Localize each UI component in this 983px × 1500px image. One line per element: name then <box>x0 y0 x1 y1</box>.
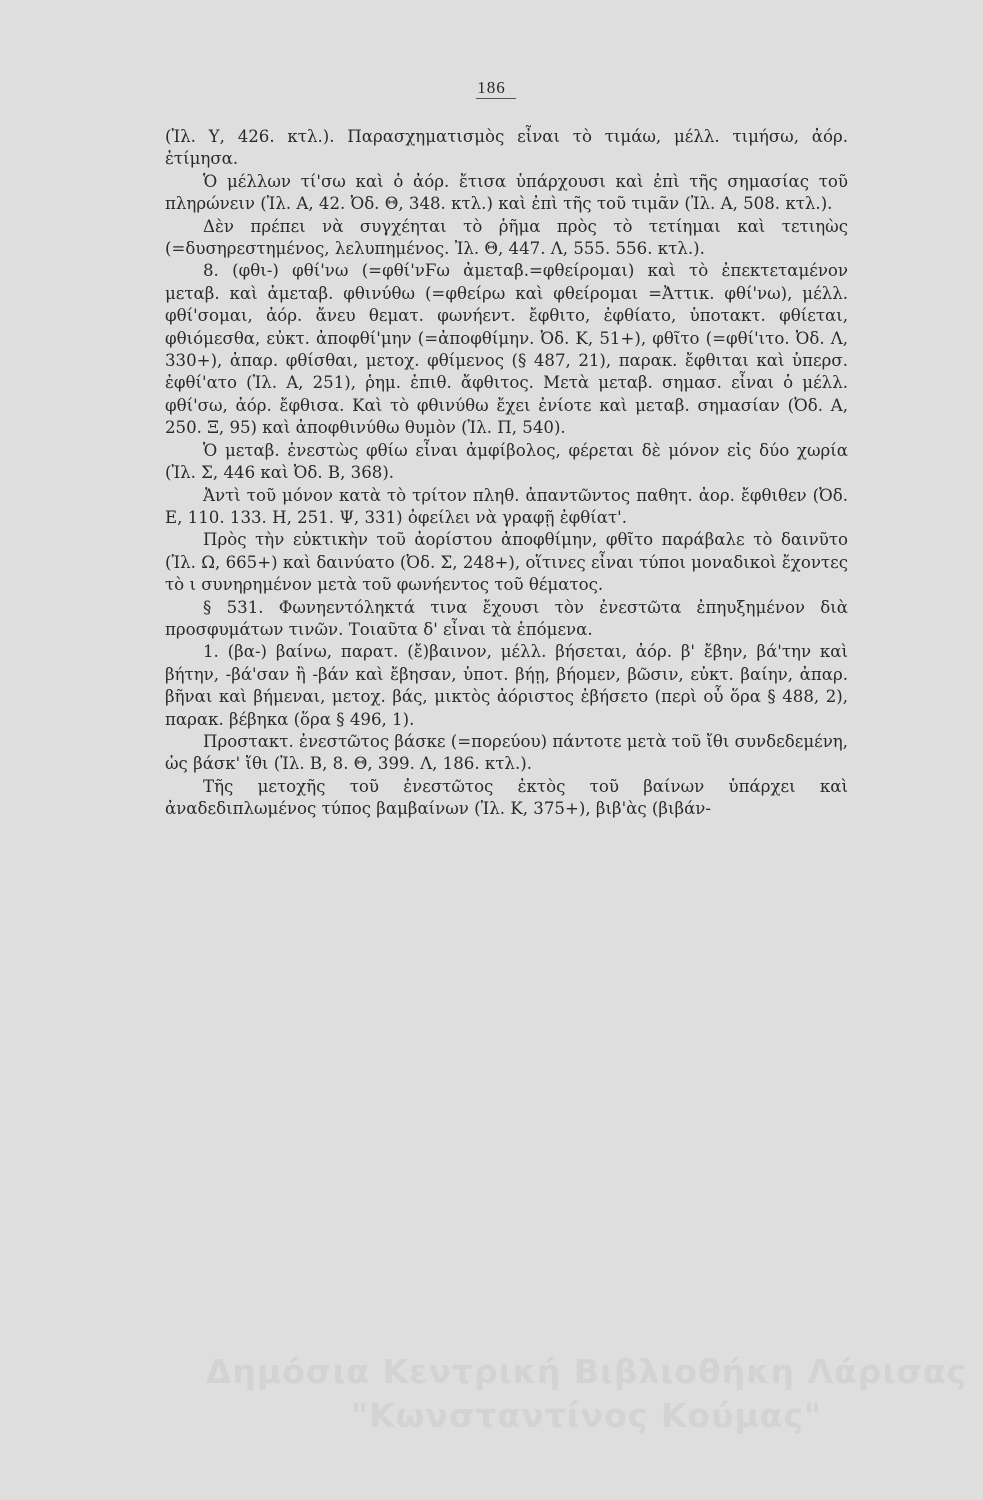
paragraph: Δὲν πρέπει νὰ συγχέηται τὸ ῥῆμα πρὸς τὸ τετίημαι καὶ τετιηὼς (=δυσηρεστημένος, λελυπημένος. Ἰλ. Θ, 447. Λ, 555. 556. κτλ.). <box>165 216 848 259</box>
paragraph: Ὁ μέλλων τί'σω καὶ ὁ ἀόρ. ἔτισα ὑπάρχουσι καὶ ἐπὶ τῆς σημασίας τοῦ πληρώνειν (Ἰλ. Α, 42. Ὀδ. Θ, 348. κτλ.) καὶ ἐπὶ τῆς τοῦ τιμᾶν (Ἰλ. Α, 508. κτλ.). <box>165 171 848 214</box>
paragraph: 1. (βα-) βαίνω, παρατ. (ἔ)βαινον, μέλλ. βήσεται, ἀόρ. β' ἔβην, βά'την καὶ βήτην, -βά'σαν ἢ -βάν καὶ ἔβησαν, ὑποτ. βήῃ, βήομεν, βῶσιν, εὐκτ. βαίην, ἀπαρ. βῆναι καὶ βήμεναι, μετοχ. βάς, μικτὸς ἀόριστος ἐβήσετο (περὶ οὗ ὅρα § 488, 2), παρακ. βέβηκα (ὅρα § 496, 1). <box>165 642 848 729</box>
section-paragraph: § 531. Φωνηεντόληκτά τινα ἔχουσι τὸν ἐνεστῶτα ἐπηυξημένον διὰ προσφυμάτων τινῶν. Τοιαῦτα δ' εἶναι τὰ ἑπόμενα. <box>165 597 848 639</box>
paragraph: Προστακτ. ἐνεστῶτος βάσκε (=πορεύου) πάντοτε μετὰ τοῦ ἴθι συνδεδεμένη, ὡς βάσκ' ἴθι (Ἰλ. Β, 8. Θ, 399. Λ, 186. κτλ.). <box>165 731 848 774</box>
paragraph: Ὁ μεταβ. ἐνεστὼς φθίω εἶναι ἀμφίβολος, φέρεται δὲ μόνον εἰς δύο χωρία (Ἰλ. Σ, 446 καὶ Ὀδ. Β, 368). <box>165 440 848 483</box>
paragraph: Ἀντὶ τοῦ μόνον κατὰ τὸ τρίτον πληθ. ἀπαντῶντος παθητ. ἀορ. ἔφθιθεν (Ὀδ. Ε, 110. 133. Η, 251. Ψ, 331) ὀφείλει νὰ γραφῇ ἐφθίατ'. <box>165 485 848 527</box>
library-watermark-line1: Δημόσια Κεντρική Βιβλιοθήκη Λάρισας <box>205 1352 968 1391</box>
paragraph: 8. (φθι-) φθί'νω (=φθί'νϜω ἀμεταβ.=φθείρομαι) καὶ τὸ ἐπεκτεταμένον μεταβ. καὶ ἀμεταβ. φθινύθω (=φθείρω καὶ φθείρομαι =Ἀττικ. φθί'νω), μέλλ. φθί'σομαι, ἀόρ. ἄνευ θεματ. φωνήεντ. ἔφθιτο, ἐφθίατο, ὑποτακτ. φθίεται, φθιόμεσθα, εὐκτ. ἀποφθί'μην (=ἀποφθίμην. Ὀδ. Κ, 51+), φθῖτο (=φθί'ιτο. Ὀδ. Λ, 330+), ἀπαρ. φθίσθαι, μετοχ. φθίμενος (§ 487, 21), παρακ. ἔφθιται καὶ ὑπερσ. ἐφθί'ατο (Ἰλ. Α, 251), ῥημ. ἐπιθ. ἄφθιτος. Μετὰ μεταβ. σημασ. εἶναι ὁ μέλλ. φθί'σω, ἀόρ. ἔφθισα. Καὶ τὸ φθινύθω ἔχει ἐνίοτε καὶ μεταβ. σημασίαν (Ὀδ. Α, 250. Ξ, 95) καὶ ἀποφθινύθω θυμὸν (Ἰλ. Π, 540). <box>165 261 848 438</box>
paragraph: (Ἰλ. Υ, 426. κτλ.). Παρασχηματισμὸς εἶναι τὸ τιμάω, μέλλ. τιμήσω, ἀόρ. ἐτίμησα. <box>165 127 848 169</box>
paragraph: Τῆς μετοχῆς τοῦ ἐνεστῶτος ἐκτὸς τοῦ βαίνων ὑπάρχει καὶ ἀναδεδιπλωμένος τύπος βαμβαίνων (Ἰλ. Κ, 375+), βιβ'ὰς (βιβάν- <box>165 776 848 819</box>
paragraph: Πρὸς τὴν εὐκτικὴν τοῦ ἀορίστου ἀποφθίμην, φθῖτο παράβαλε τὸ δαινῦτο (Ἰλ. Ω, 665+) καὶ δαινύατο (Ὀδ. Σ, 248+), οἵτινες εἶναι τύποι μοναδικοὶ ἔχοντες τὸ ι συνηρημένον μετὰ τοῦ φωνήεντος τοῦ θέματος. <box>165 530 848 595</box>
body-text <box>165 126 848 821</box>
page-number: 186 <box>477 78 506 97</box>
page-number-rule <box>476 98 516 99</box>
library-watermark-line2: "Κωνσταντίνος Κούμας" <box>350 1396 823 1435</box>
